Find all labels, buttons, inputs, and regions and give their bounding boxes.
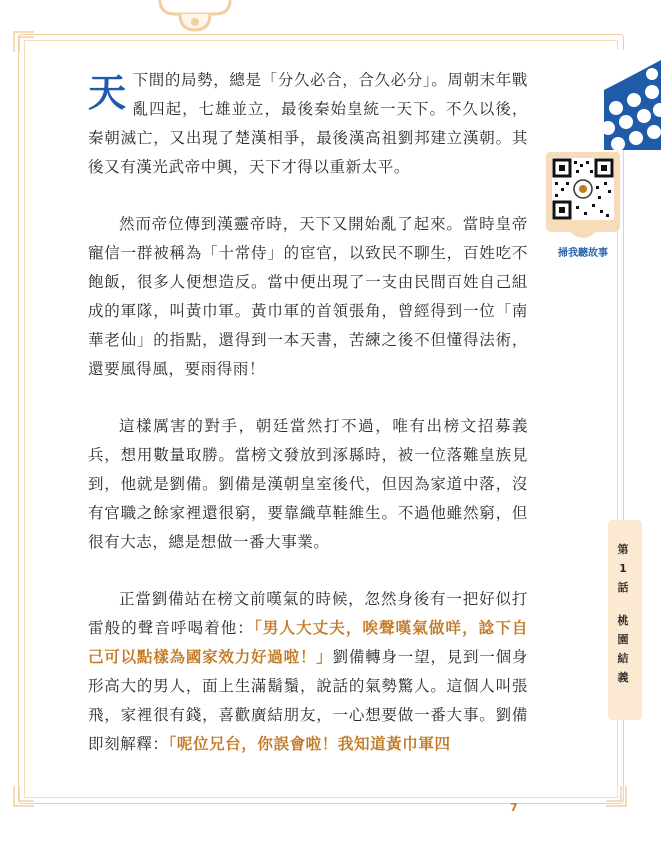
chapter-label: [608, 540, 638, 687]
paragraph: [88, 585, 528, 759]
paragraph-text: 這樣厲害的對手，朝廷當然打不過，唯有出榜文招募義兵，想用數量取勝。當榜文發放到涿縣時，被一位落難皇族見到，他就是劉備。劉備是漢朝皇室後代，但因為家道中落，沒有官職之餘家裡還很窮，要靠織草鞋維生。不過他雖然窮，但很有大志，總是想做一番大事業。: [88, 417, 528, 551]
corner-ornament-icon: [12, 30, 36, 54]
paragraph: [88, 412, 528, 557]
corner-ornament-icon: [604, 784, 628, 808]
qr-card[interactable]: [546, 152, 620, 264]
chapter-title-char: 義: [617, 671, 629, 684]
paragraph-text: 劉備轉身一望，見到一個身形高大的男人，面上生滿鬍鬚，說話的氣勢驚人。這個人叫張飛，家裡很有錢，喜歡廣結朋友，一心想要做一番大事。劉備即刻解釋：: [88, 648, 528, 753]
dialogue-text: 「男人大丈夫，唉聲嘆氣做咩，諗下自己可以點樣為國家效力好過啦！」: [88, 619, 528, 666]
qr-code-icon: [552, 158, 614, 220]
paragraph-text: 正當劉備站在榜文前嘆氣的時候，忽然身後有一把好似打雷般的聲音呼喝着他：: [88, 590, 528, 637]
paragraph: [88, 66, 528, 182]
paragraph: [88, 210, 528, 384]
chapter-unit: 話: [617, 581, 629, 594]
qr-code[interactable]: [552, 158, 614, 220]
drop-cap: 天: [88, 70, 127, 115]
chapter-title-char: 結: [617, 652, 629, 665]
chapter-prefix: 第: [617, 543, 629, 556]
story-text: [88, 66, 528, 759]
paragraph-text: 下間的局勢，總是「分久必合，合久必分」。周朝末年戰亂四起，七雄並立，最後秦始皇統一天下。不久以後，秦朝滅亡，又出現了楚漢相爭，最後漢高祖劉邦建立漢朝。其後又有漢光武帝中興，天下才得以重新太平。: [88, 71, 528, 176]
dialogue-text: 「呢位兄台，你誤會啦！我知道黃巾軍四: [168, 735, 451, 753]
page-number: 7: [510, 801, 518, 814]
chapter-title-char: 園: [617, 633, 629, 646]
paragraph-text: 然而帝位傳到漢靈帝時，天下又開始亂了起來。當時皇帝寵信一群被稱為「十常侍」的宦官，以致民不聊生，百姓吃不飽飯，很多人便想造反。當中便出現了一支由民間百姓自己組成的軍隊，叫黃巾軍。黃巾軍的首領張角，曾經得到一位「南華老仙」的指點，還得到一本天書，苦練之後不但懂得法術，還要風得風，要雨得雨！: [88, 215, 528, 378]
chapter-number: 1: [619, 562, 627, 575]
chapter-title-char: 桃: [617, 614, 629, 627]
qr-label: 掃我聽故事: [558, 248, 608, 259]
cloud-ornament-icon: [150, 0, 240, 44]
dot-pattern-icon: [604, 50, 661, 150]
corner-ornament-icon: [12, 784, 36, 808]
